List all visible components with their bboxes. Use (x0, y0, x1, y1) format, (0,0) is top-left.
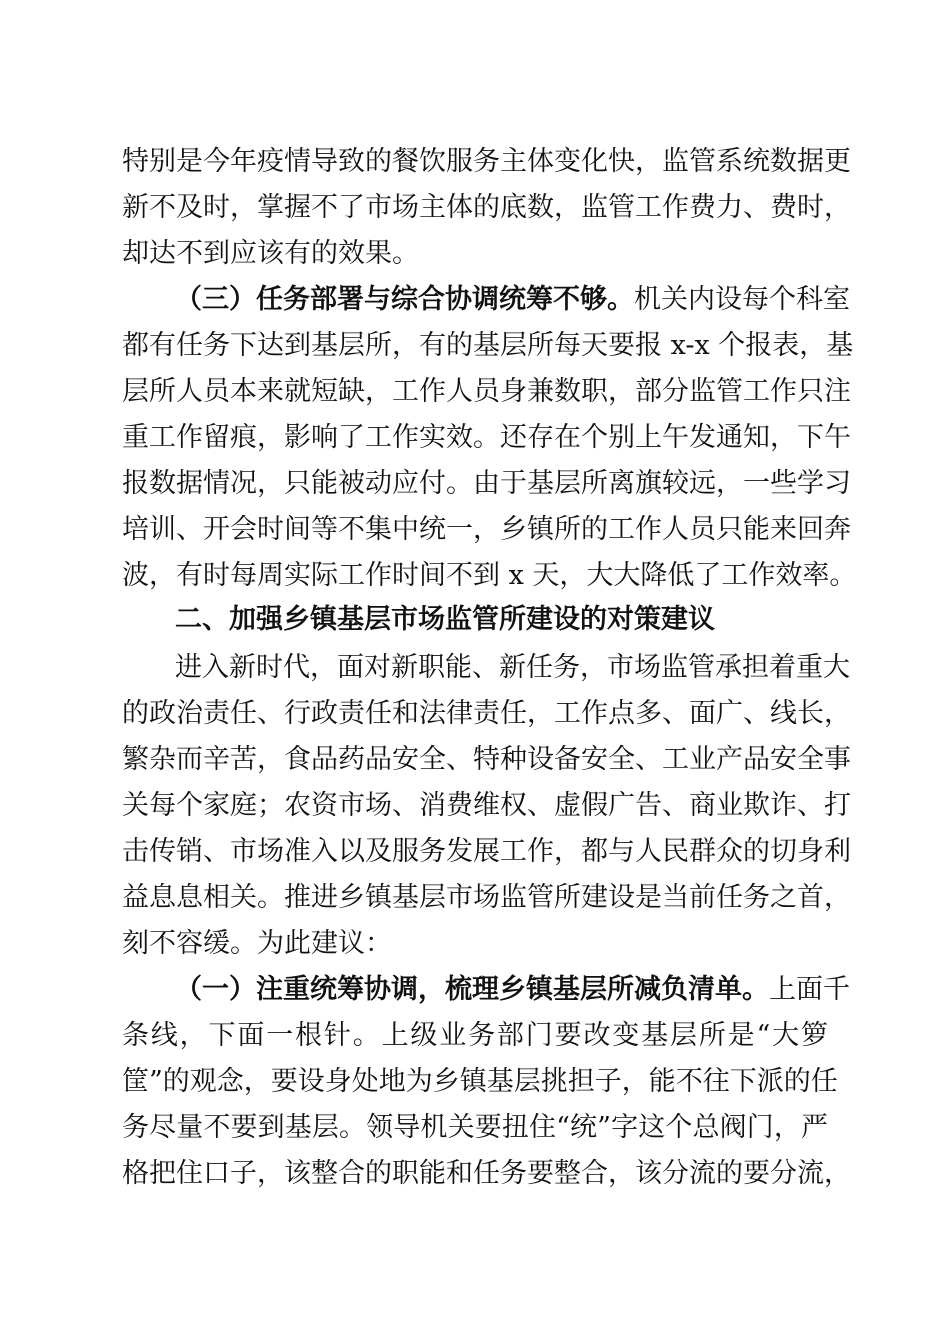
paragraph-line: 筐”的观念，要设身处地为乡镇基层挑担子，能不往下派的任 (122, 1066, 838, 1097)
paragraph-line: 波，有时每周实际工作时间不到 x 天，大大降低了工作效率。 (122, 560, 857, 591)
paragraph-line: 特别是今年疫情导致的餐饮服务主体变化快，监管系统数据更 (122, 146, 851, 177)
paragraph-line: 益息息相关。推进乡镇基层市场监管所建设是当前任务之首， (122, 882, 851, 913)
paragraph-line: 新不及时，掌握不了市场主体的底数，监管工作费力、费时， (122, 192, 851, 223)
paragraph-line: 报数据情况，只能被动应付。由于基层所离旗较远，一些学习 (122, 468, 851, 499)
section-heading: 二、加强乡镇基层市场监管所建设的对策建议 (175, 604, 715, 635)
paragraph-line: 都有任务下达到基层所，有的基层所每天要报 x-x 个报表，基 (122, 330, 854, 361)
subheading-inline: （一）注重统筹协调，梳理乡镇基层所减负清单。 (175, 974, 769, 1005)
paragraph-line: 条线，下面一根针。上级业务部门要改变基层所是“大箩 (122, 1020, 828, 1051)
paragraph-first-line (175, 278, 850, 322)
paragraph-line: 格把住口子，该整合的职能和任务要整合，该分流的要分流， (122, 1158, 851, 1189)
paragraph-line: 击传销、市场准入以及服务发展工作，都与人民群众的切身利 (122, 836, 851, 867)
paragraph-first-line (175, 968, 850, 1012)
paragraph-line: 却达不到应该有的效果。 (122, 238, 419, 269)
paragraph-line: 关每个家庭；农资市场、消费维权、虚假广告、商业欺诈、打 (122, 790, 851, 821)
subheading-inline: （三）任务部署与综合协调统筹不够。 (175, 284, 634, 315)
paragraph-text: 机关内设每个科室 (634, 284, 850, 315)
paragraph-line: 层所人员本来就短缺，工作人员身兼数职，部分监管工作只注 (122, 376, 851, 407)
paragraph-line: 繁杂而辛苦，食品药品安全、特种设备安全、工业产品安全事 (122, 744, 851, 775)
paragraph-text: 上面千 (769, 974, 850, 1005)
paragraph-first-line: 进入新时代，面对新职能、新任务，市场监管承担着重大 (175, 652, 850, 683)
paragraph-line: 的政治责任、行政责任和法律责任，工作点多、面广、线长， (122, 698, 851, 729)
paragraph-line: 务尽量不要到基层。领导机关要扭住“统”字这个总阀门，严 (122, 1112, 828, 1143)
paragraph-line: 刻不容缓。为此建议： (122, 928, 392, 959)
paragraph-line: 培训、开会时间等不集中统一，乡镇所的工作人员只能来回奔 (122, 514, 851, 545)
paragraph-line: 重工作留痕，影响了工作实效。还存在个别上午发通知，下午 (122, 422, 851, 453)
